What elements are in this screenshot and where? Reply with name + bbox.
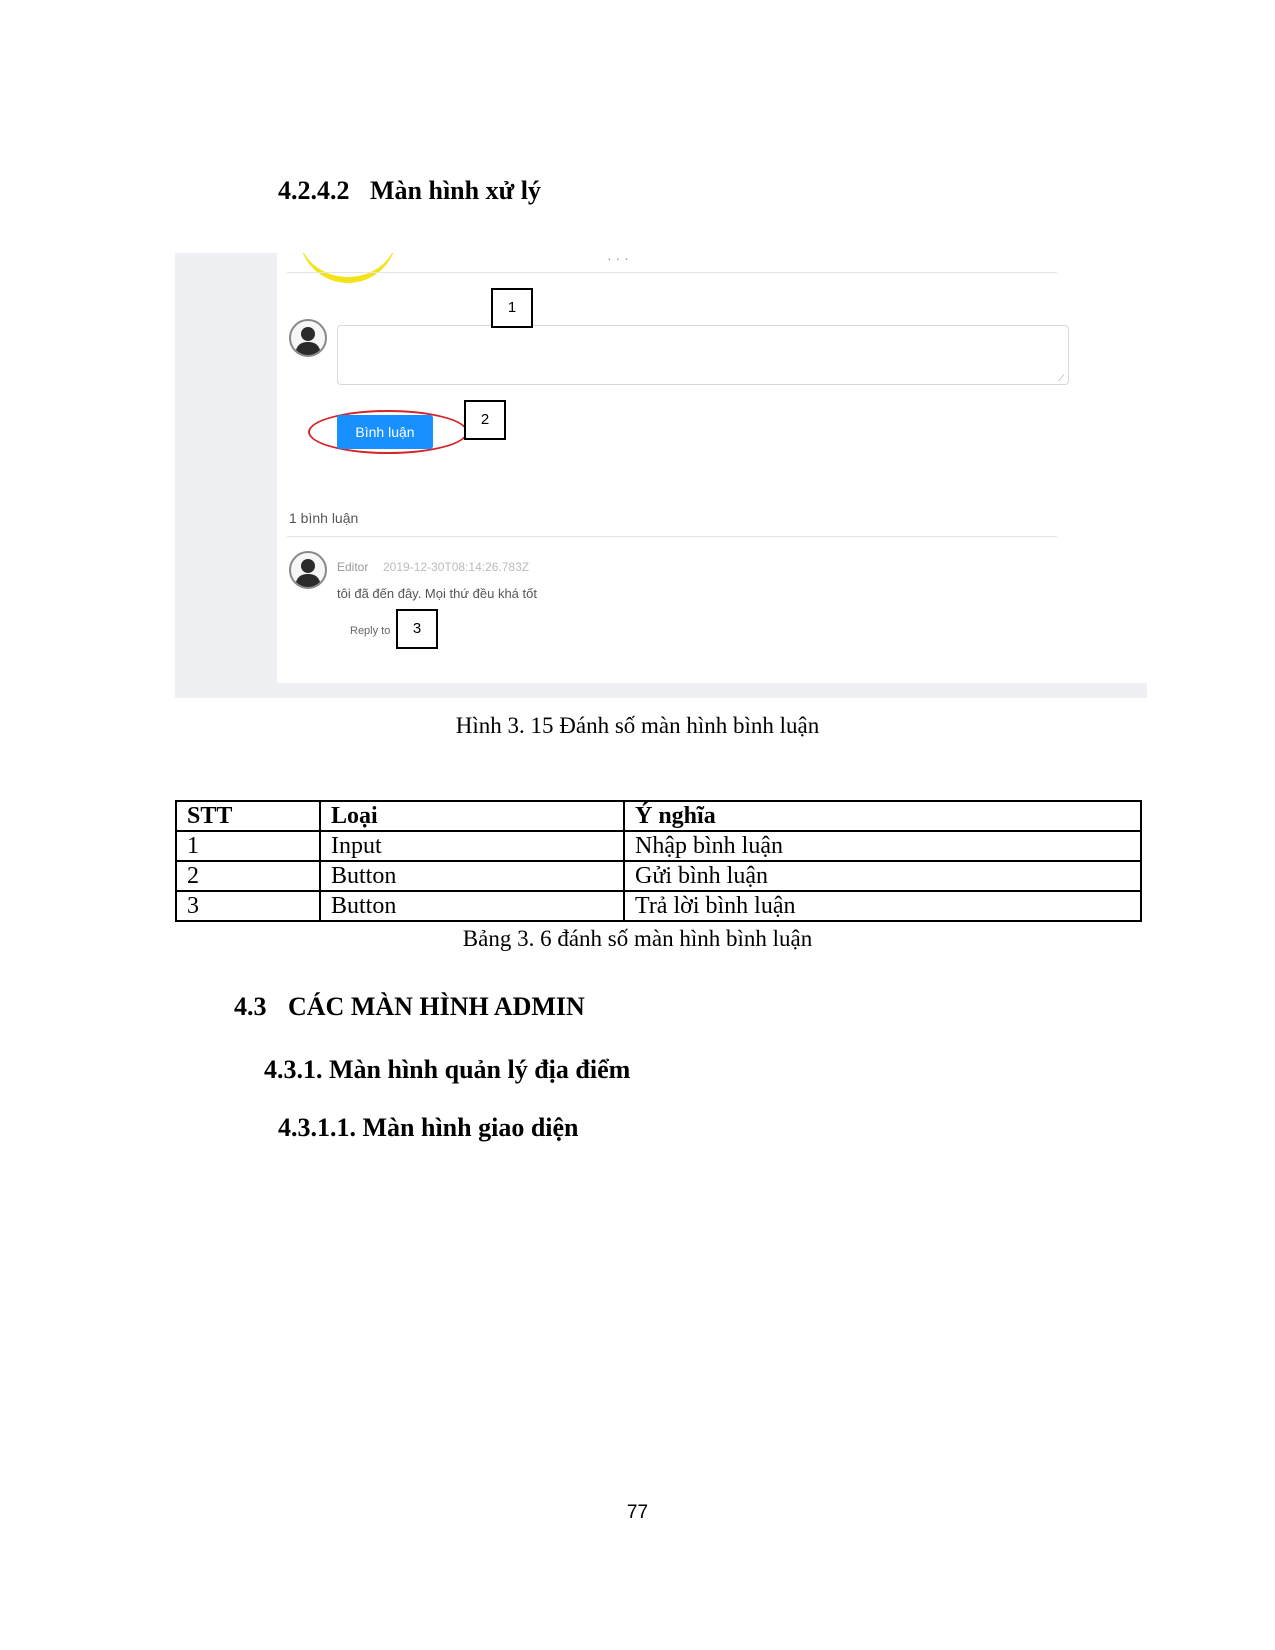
- section-title: Màn hình xử lý: [370, 176, 541, 205]
- table-caption: Bảng 3. 6 đánh số màn hình bình luận: [462, 926, 813, 951]
- header-cell: Ý nghĩa: [624, 801, 1141, 831]
- table-row: [176, 831, 1141, 861]
- table-cell: Button: [320, 861, 624, 891]
- numbering-table: [175, 800, 1142, 922]
- comment-input[interactable]: [337, 325, 1069, 385]
- heading-4-3-title: CÁC MÀN HÌNH ADMIN: [288, 992, 585, 1021]
- section-heading: [278, 176, 541, 206]
- table-row: [176, 861, 1141, 891]
- comment-author: Editor: [337, 560, 369, 574]
- comment-timestamp: 2019-12-30T08:14:26.783Z: [383, 560, 530, 574]
- table-row: [176, 891, 1141, 921]
- table-cell: 1: [176, 831, 320, 861]
- table-cell: Nhập bình luận: [624, 831, 1141, 861]
- comment-screenshot-figure: [175, 253, 1147, 698]
- section-number: 4.2.4.2: [278, 176, 350, 205]
- submit-comment-button[interactable]: Bình luận: [337, 415, 433, 449]
- table-header-row: [176, 801, 1141, 831]
- divider-top: [287, 272, 1057, 273]
- heading-4-3-1-1: 4.3.1.1. Màn hình giao diện: [278, 1113, 579, 1142]
- callout-2: 2: [464, 400, 506, 440]
- table-cell: 3: [176, 891, 320, 921]
- reply-link[interactable]: Reply to: [350, 625, 391, 637]
- table-cell: Input: [320, 831, 624, 861]
- heading-4-3-number: 4.3: [234, 992, 267, 1021]
- header-cell: STT: [176, 801, 320, 831]
- table-cell: Button: [320, 891, 624, 921]
- resize-handle-icon[interactable]: ⟋: [1058, 373, 1065, 383]
- divider-comments: [287, 536, 1057, 537]
- table-cell: Trả lời bình luận: [624, 891, 1141, 921]
- page-number: 77: [626, 1502, 649, 1523]
- user-avatar-icon: [289, 319, 327, 357]
- header-cell: Loại: [320, 801, 624, 831]
- comment-text: tôi đã đến đây. Mọi thứ đều khá tốt: [337, 586, 537, 601]
- ellipsis-icon: · · ·: [607, 253, 629, 266]
- comment-count: 1 bình luận: [289, 510, 359, 526]
- commenter-avatar-icon: [289, 551, 327, 589]
- heading-4-3-1: 4.3.1. Màn hình quản lý địa điểm: [264, 1055, 631, 1084]
- figure-caption: Hình 3. 15 Đánh số màn hình bình luận: [455, 713, 820, 738]
- comment-panel: [277, 253, 1147, 683]
- table-cell: 2: [176, 861, 320, 891]
- callout-3: 3: [396, 609, 438, 649]
- emoji-smile-icon: [299, 253, 397, 283]
- heading-4-3: [234, 992, 585, 1022]
- callout-1: 1: [491, 288, 533, 328]
- table-cell: Gửi bình luận: [624, 861, 1141, 891]
